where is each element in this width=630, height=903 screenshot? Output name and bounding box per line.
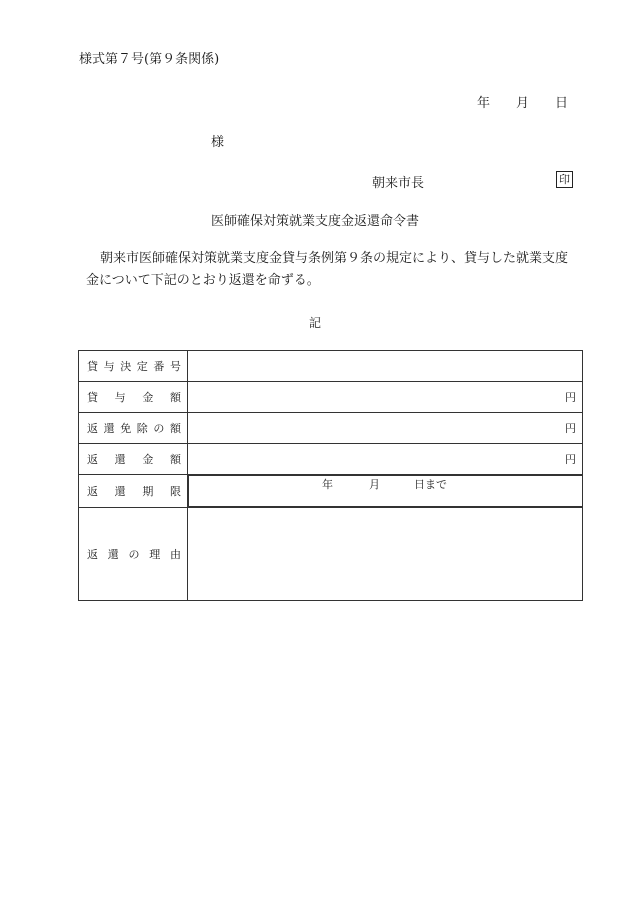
addressee-honorific: 様 [211, 135, 225, 150]
table-row [79, 351, 583, 382]
table-row [79, 382, 583, 413]
table-row [79, 508, 583, 601]
deadline-day-label: 日まで [414, 478, 447, 491]
loan-amount-label: 貸与金額 [79, 382, 188, 413]
deadline-year-label: 年 [322, 478, 333, 491]
repayment-reason-label: 返還の理由 [79, 508, 188, 601]
repayment-deadline-label: 返還期限 [79, 475, 188, 508]
form-number: 様式第７号(第９条関係) [79, 52, 220, 67]
issuer-name: 朝来市長 [372, 176, 425, 191]
loan-decision-number-label: 貸与決定番号 [79, 351, 188, 382]
exemption-amount-label: 返還免除の額 [79, 413, 188, 444]
loan-decision-number-field[interactable] [188, 351, 583, 382]
table-row [79, 413, 583, 444]
order-body-text: 朝来市医師確保対策就業支度金貸与条例第９条の規定により、貸与した就業支度金について下記のとおり返還を命ずる。 [86, 251, 569, 288]
repayment-detail-table [78, 350, 583, 601]
table-row [79, 475, 583, 508]
seal-mark: 印 [556, 171, 573, 188]
document-title: 医師確保対策就業支度金返還命令書 [210, 214, 419, 229]
issue-date [477, 92, 568, 111]
table-row [79, 444, 583, 475]
loan-amount-field[interactable]: 円 [188, 382, 583, 413]
date-day-label: 日 [554, 96, 568, 111]
date-year-label: 年 [476, 96, 490, 111]
repayment-amount-label: 返還金額 [79, 444, 188, 475]
exemption-amount-field[interactable]: 円 [188, 413, 583, 444]
date-month-label: 月 [515, 96, 529, 111]
ki-heading: 記 [308, 316, 321, 330]
repayment-deadline-field[interactable] [188, 475, 583, 507]
repayment-amount-field[interactable]: 円 [188, 444, 583, 475]
deadline-month-label: 月 [369, 478, 380, 491]
repayment-reason-field[interactable] [188, 508, 583, 601]
